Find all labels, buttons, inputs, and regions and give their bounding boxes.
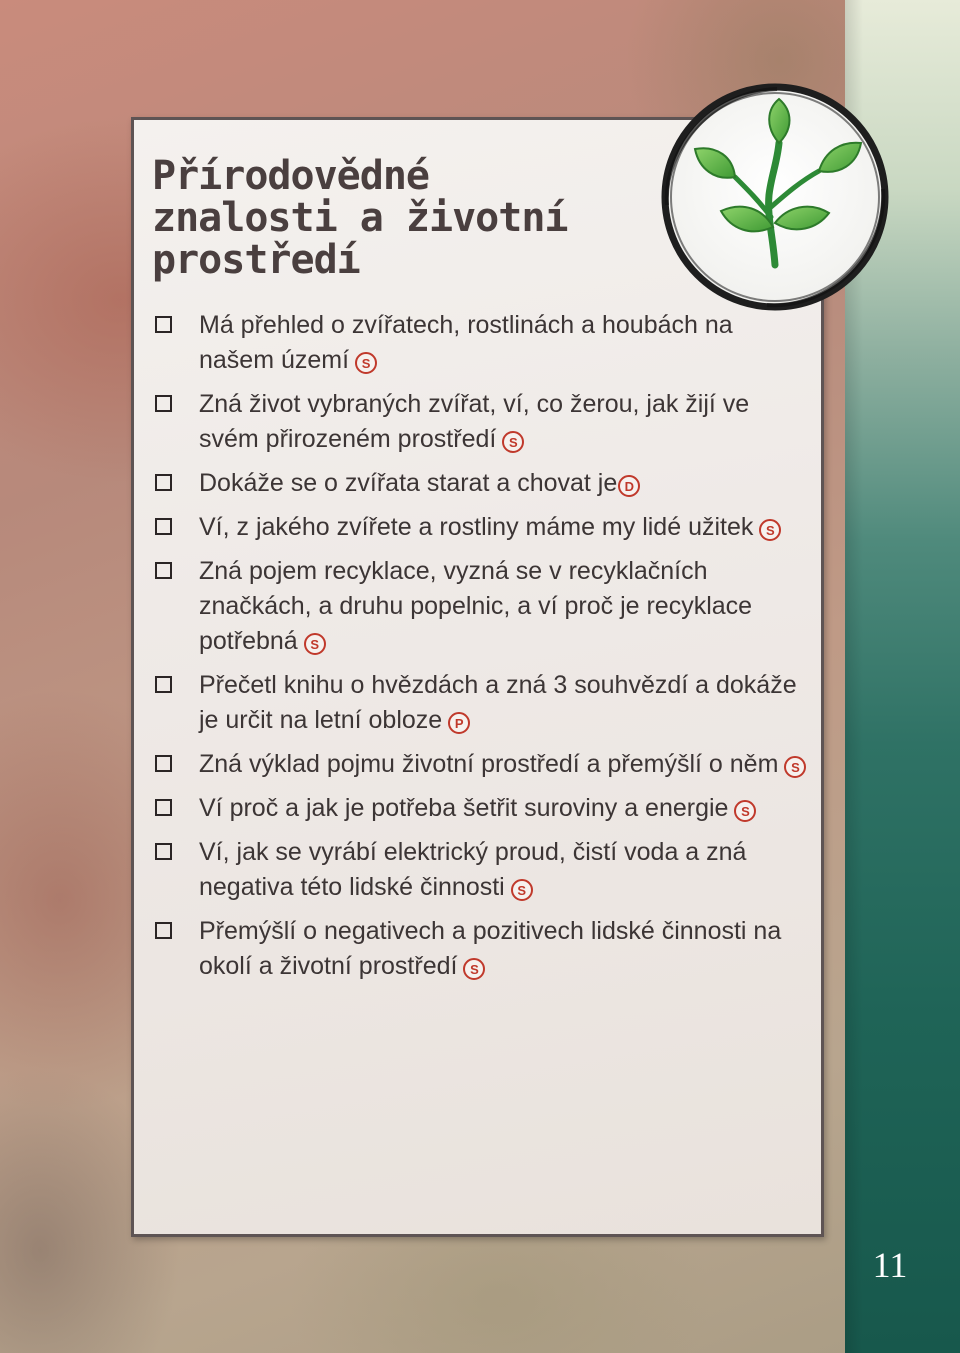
level-badge-s: S bbox=[511, 879, 533, 901]
checklist-item bbox=[152, 466, 812, 501]
checklist-item bbox=[152, 308, 812, 378]
checkbox[interactable] bbox=[155, 518, 172, 535]
checkbox[interactable] bbox=[155, 843, 172, 860]
title-line-1: Přírodovědné bbox=[152, 153, 429, 199]
checkbox[interactable] bbox=[155, 395, 172, 412]
checklist-item bbox=[152, 791, 812, 826]
level-badge-s: S bbox=[759, 519, 781, 541]
checklist-item bbox=[152, 835, 812, 905]
checkbox[interactable] bbox=[155, 474, 172, 491]
checklist-item bbox=[152, 554, 812, 659]
item-text: Ví, z jakého zvířete a rostliny máme my lidé užitek bbox=[199, 513, 754, 541]
item-text: Dokáže se o zvířata starat a chovat je bbox=[199, 469, 618, 497]
checkbox[interactable] bbox=[155, 755, 172, 772]
checklist-item bbox=[152, 914, 812, 984]
item-text: Přečetl knihu o hvězdách a zná 3 souhvězdí a dokáže je určit na letní obloze bbox=[199, 671, 797, 734]
page-number: 11 bbox=[872, 1245, 908, 1285]
title-line-3: prostředí bbox=[152, 237, 360, 283]
item-text: Zná pojem recyklace, vyzná se v recyklačních značkách, a druhu popelnic, a ví proč je recyklace potřebná bbox=[199, 557, 753, 655]
item-text: Přemýšlí o negativech a pozitivech lidské činnosti na okolí a životní prostředí bbox=[199, 917, 782, 980]
checkbox[interactable] bbox=[155, 799, 172, 816]
item-text: Má přehled o zvířatech, rostlinách a houbách na našem území bbox=[199, 311, 733, 374]
level-badge-p: P bbox=[448, 712, 470, 734]
level-badge-d: D bbox=[618, 475, 640, 497]
checkbox[interactable] bbox=[155, 676, 172, 693]
item-text: Ví proč a jak je potřeba šetřit suroviny a energie bbox=[199, 794, 729, 822]
level-badge-s: S bbox=[784, 756, 806, 778]
item-text: Zná výklad pojmu životní prostředí a přemýšlí o něm bbox=[199, 750, 779, 778]
title-line-2: znalosti a životní bbox=[152, 195, 568, 241]
level-badge-s: S bbox=[734, 800, 756, 822]
checkbox[interactable] bbox=[155, 562, 172, 579]
item-text: Zná život vybraných zvířat, ví, co žerou, jak žijí ve svém přirozeném prostředí bbox=[199, 390, 750, 453]
checklist-item bbox=[152, 387, 812, 457]
level-badge-s: S bbox=[355, 352, 377, 374]
checklist-item bbox=[152, 747, 812, 782]
level-badge-s: S bbox=[304, 633, 326, 655]
level-badge-s: S bbox=[463, 958, 485, 980]
skills-checklist bbox=[152, 308, 812, 993]
checklist-item bbox=[152, 668, 812, 738]
checkbox[interactable] bbox=[155, 922, 172, 939]
item-text: Ví, jak se vyrábí elektrický proud, čistí voda a zná negativa této lidské činnosti bbox=[199, 838, 747, 901]
plant-sprout-icon bbox=[655, 77, 895, 317]
checklist-item bbox=[152, 510, 812, 545]
level-badge-s: S bbox=[502, 431, 524, 453]
page-title bbox=[152, 155, 622, 281]
checkbox[interactable] bbox=[155, 316, 172, 333]
